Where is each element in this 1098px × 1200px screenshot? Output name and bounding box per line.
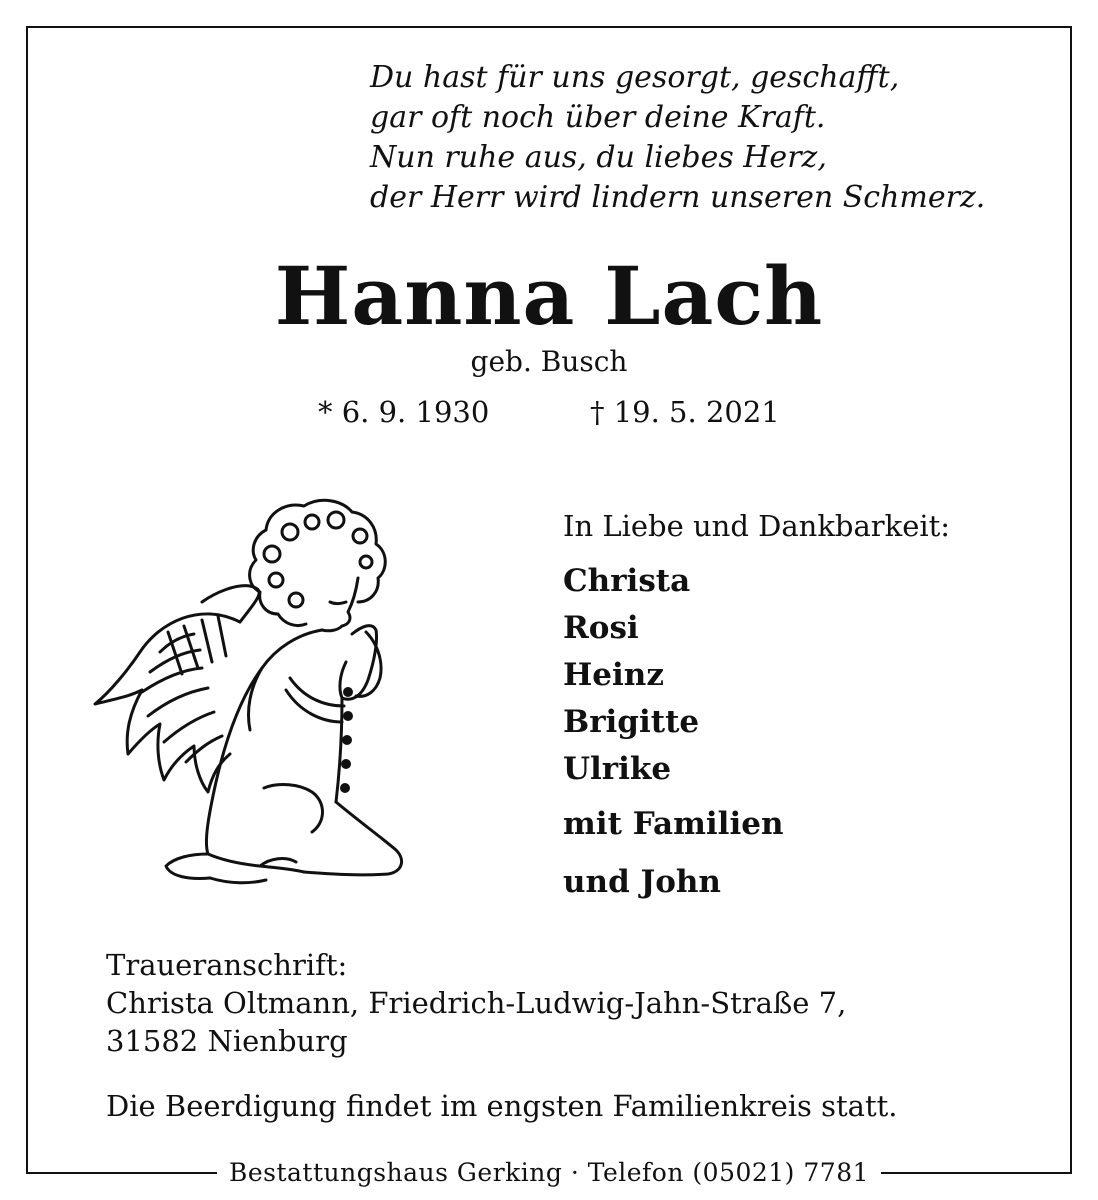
funeral-home-contact: Bestattungshaus Gerking · Telefon (05021) 7781	[217, 1158, 881, 1187]
verse-line: der Herr wird lindern unseren Schmerz.	[370, 180, 986, 215]
mourners-list	[563, 558, 699, 793]
death-date: † 19. 5. 2021	[590, 395, 780, 429]
verse-line: Du hast für uns gesorgt, geschafft,	[370, 60, 900, 95]
thanks-line: In Liebe und Dankbarkeit:	[563, 509, 951, 543]
birth-date: * 6. 9. 1930	[318, 395, 490, 429]
birth-name: geb. Busch	[470, 345, 628, 378]
mourner-name: Heinz	[563, 657, 664, 693]
funeral-note: Die Beerdigung findet im engsten Familienkreis statt.	[106, 1089, 898, 1123]
john-line: und John	[563, 864, 721, 900]
address-heading: Traueranschrift:	[106, 948, 348, 982]
families-line: mit Familien	[563, 806, 784, 842]
memorial-verse	[370, 58, 985, 218]
footer	[0, 1155, 1098, 1191]
birth-name-container	[0, 342, 1098, 382]
mourner-name: Ulrike	[563, 751, 672, 787]
mourner-name: Brigitte	[563, 704, 700, 740]
address-street: Christa Oltmann, Friedrich-Ludwig-Jahn-Straße 7,	[106, 986, 847, 1020]
verse-line: Nun ruhe aus, du liebes Herz,	[370, 140, 827, 175]
mourner-name: Rosi	[563, 610, 639, 646]
mourning-address	[106, 946, 846, 1060]
mourner-name: Christa	[563, 563, 691, 599]
address-city: 31582 Nienburg	[106, 1024, 348, 1058]
praying-angel-icon	[90, 492, 420, 902]
deceased-name: Hanna Lach	[274, 249, 824, 343]
verse-line: gar oft noch über deine Kraft.	[370, 100, 826, 135]
